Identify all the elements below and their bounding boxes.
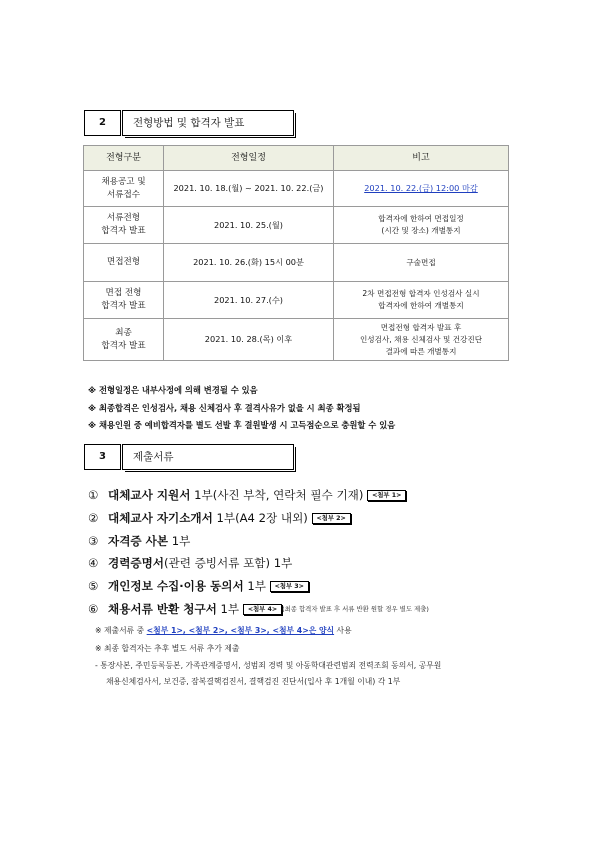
table-row bbox=[84, 282, 509, 319]
list-item: ④ 경력증명서(관련 증빙서류 포함) 1부 bbox=[88, 556, 293, 571]
row-date: 2021. 10. 25.(월) bbox=[164, 207, 334, 244]
row-date: 2021. 10. 18.(월) ~ 2021. 10. 22.(금) bbox=[164, 171, 334, 207]
row-note bbox=[334, 171, 509, 207]
document-list bbox=[88, 484, 558, 621]
row-category: 면접 전형 합격자 발표 bbox=[84, 282, 164, 319]
list-item: ① 대체교사 지원서 1부(사진 부착, 연락처 필수 기재) <첨부 1> bbox=[88, 484, 558, 507]
schedule-notes bbox=[88, 382, 395, 435]
return-note: (최종 합격자 발표 후 서류 반환 원할 경우 별도 제출) bbox=[282, 605, 429, 614]
row-note: 합격자에 한하여 면접일정 (시간 및 장소) 개별통지 bbox=[334, 207, 509, 244]
row-category: 면접전형 bbox=[84, 244, 164, 282]
row-date: 2021. 10. 26.(화) 15시 00분 bbox=[164, 244, 334, 282]
row-note: 면접전형 합격자 발표 후 인성검사, 채용 신체검사 및 건강진단 결과에 따른 개별통지 bbox=[334, 319, 509, 361]
note-line: ※ 최종합격은 인성검사, 채용 신체검사 후 결격사유가 없을 시 최종 확정됨 bbox=[88, 402, 361, 413]
list-item: ⑤ 개인정보 수집·이용 동의서 1부 <첨부 3> bbox=[88, 575, 558, 598]
row-note: 2차 면접전형 합격자 인성검사 실시 합격자에 한하여 개별통지 bbox=[334, 282, 509, 319]
section-2-number: 2 bbox=[84, 110, 121, 136]
list-item: ⑥ 채용서류 반환 청구서 1부 <첨부 4> (최종 합격자 발표 후 서류 반환 원할 경우 별도 제출) bbox=[88, 601, 429, 616]
table-row bbox=[84, 207, 509, 244]
final-note-title: ※ 최종 합격자는 추후 별도 서류 추가 제출 bbox=[95, 644, 240, 653]
final-note-list-cont: 채용신체검사서, 보건증, 잠복결핵검진서, 결핵검진 진단서(입사 후 1개월 이내) 각 1부 bbox=[106, 677, 401, 686]
row-date: 2021. 10. 27.(수) bbox=[164, 282, 334, 319]
forms-note: ※ 제출서류 중 <첨부 1>, <첨부 2>, <첨부 3>, <첨부 4>은 양식 사용 bbox=[95, 626, 352, 635]
note-line: ※ 채용인원 중 예비합격자를 별도 선발 후 결원발생 시 고득점순으로 충원할 수 있음 bbox=[88, 420, 396, 430]
section-3-number: 3 bbox=[84, 444, 121, 470]
row-category: 최종 합격자 발표 bbox=[84, 319, 164, 361]
note-line: ※ 전형일정은 내부사정에 의해 변경될 수 있음 bbox=[88, 385, 258, 395]
table-header-row bbox=[84, 146, 509, 171]
row-category: 채용공고 및 서류접수 bbox=[84, 171, 164, 207]
list-item: ② 대체교사 자기소개서 1부(A4 2장 내외) <첨부 2> bbox=[88, 507, 558, 530]
list-item: ③ 자격증 사본 1부 bbox=[88, 533, 191, 548]
row-category: 서류전형 합격자 발표 bbox=[84, 207, 164, 244]
final-note-list: - 통장사본, 주민등록등본, 가족관계증명서, 성범죄 경력 및 아동학대관련범죄 전력조회 동의서, 공무원 bbox=[95, 661, 442, 670]
section-3-title: 제출서류 bbox=[122, 444, 294, 470]
table-row bbox=[84, 244, 509, 282]
header-note: 비고 bbox=[334, 146, 509, 171]
header-category: 전형구분 bbox=[84, 146, 164, 171]
attachment-badge[interactable]: <첨부 3> bbox=[270, 581, 309, 592]
schedule-table bbox=[83, 145, 509, 361]
attachment-badge[interactable]: <첨부 4> bbox=[243, 604, 282, 615]
row-note: 구술면접 bbox=[334, 244, 509, 282]
header-schedule: 전형일정 bbox=[164, 146, 334, 171]
table-row bbox=[84, 319, 509, 361]
forms-highlight: <첨부 1>, <첨부 2>, <첨부 3>, <첨부 4>은 양식 bbox=[146, 626, 335, 635]
attachment-badge[interactable]: <첨부 2> bbox=[312, 513, 351, 524]
table-row bbox=[84, 171, 509, 207]
attachment-badge[interactable]: <첨부 1> bbox=[367, 490, 406, 501]
section-2-title: 전형방법 및 합격자 발표 bbox=[122, 110, 294, 136]
row-date: 2021. 10. 28.(목) 이후 bbox=[164, 319, 334, 361]
deadline-link[interactable]: 2021. 10. 22.(금) 12:00 마감 bbox=[364, 183, 478, 193]
